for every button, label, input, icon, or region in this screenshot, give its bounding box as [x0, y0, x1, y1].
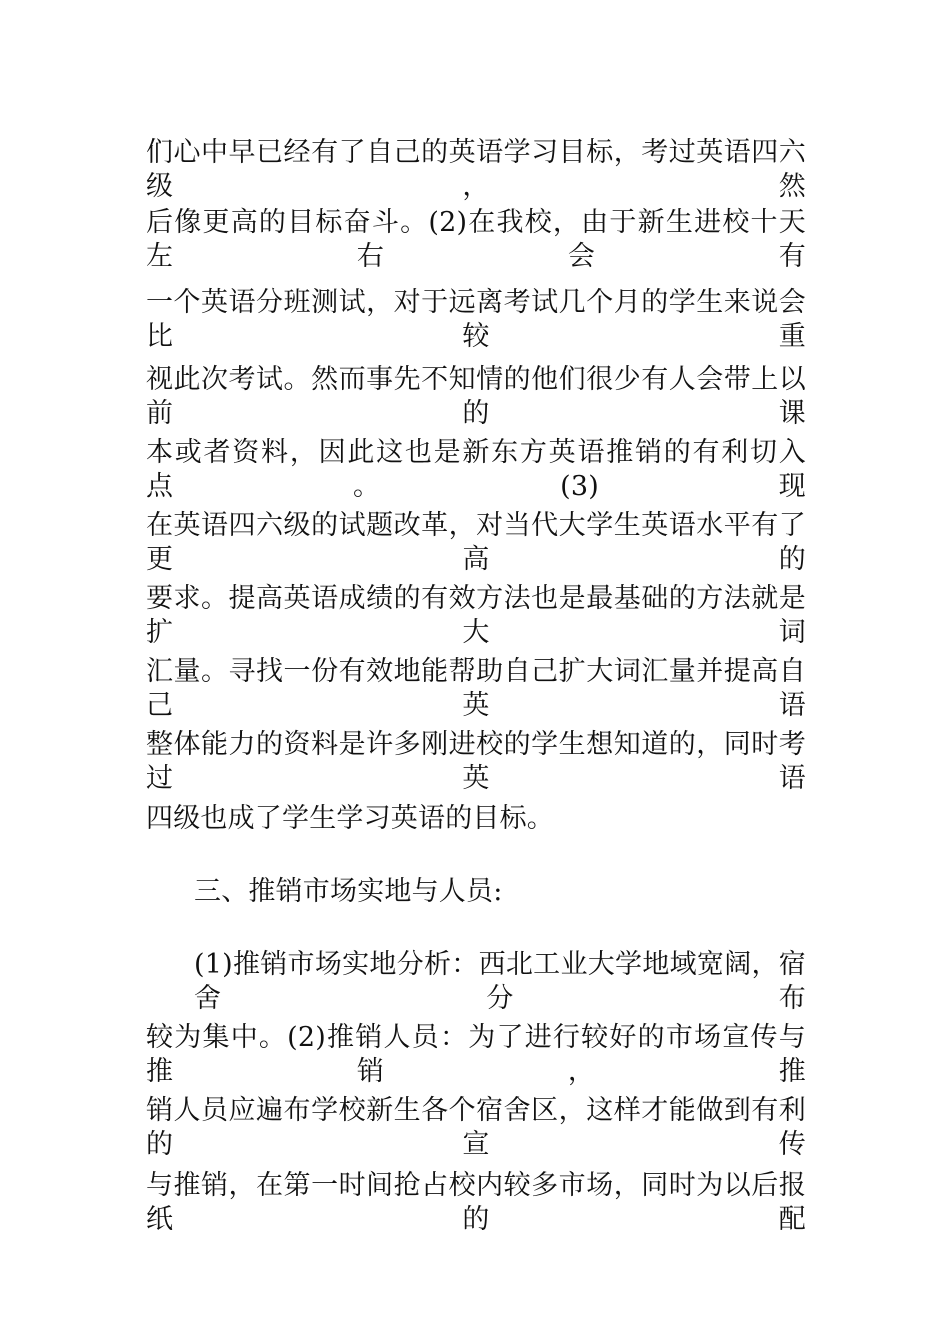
text-line: 较为集中。(2)推销人员：为了进行较好的市场宣传与推销，推: [146, 1022, 806, 1087]
text-line: 们心中早已经有了自己的英语学习目标，考过英语四六级，然: [146, 137, 806, 202]
text-line: (1)推销市场实地分析：西北工业大学地域宽阔，宿舍分布: [194, 949, 806, 1014]
text-line: 整体能力的资料是许多刚进校的学生想知道的，同时考过英语: [146, 729, 806, 794]
text-line: 视此次考试。然而事先不知情的他们很少有人会带上以前的课: [146, 364, 806, 429]
text-line: 后像更高的目标奋斗。(2)在我校，由于新生进校十天左右会有: [146, 207, 806, 272]
text-line: 四级也成了学生学习英语的目标。: [146, 803, 554, 834]
text-line: 销人员应遍布学校新生各个宿舍区，这样才能做到有利的宣传: [146, 1095, 806, 1160]
text-line: 一个英语分班测试，对于远离考试几个月的学生来说会比较重: [146, 287, 806, 352]
text-line: 汇量。寻找一份有效地能帮助自己扩大词汇量并提高自己英语: [146, 656, 806, 721]
text-line: 在英语四六级的试题改革，对当代大学生英语水平有了更高的: [146, 510, 806, 575]
text-line: 本或者资料，因此这也是新东方英语推销的有利切入点。(3)现: [146, 437, 806, 502]
section-heading: 三、推销市场实地与人员:: [194, 876, 503, 907]
text-line: 与推销，在第一时间抢占校内较多市场，同时为以后报纸的配: [146, 1170, 806, 1235]
text-line: 要求。提高英语成绩的有效方法也是最基础的方法就是扩大词: [146, 583, 806, 648]
